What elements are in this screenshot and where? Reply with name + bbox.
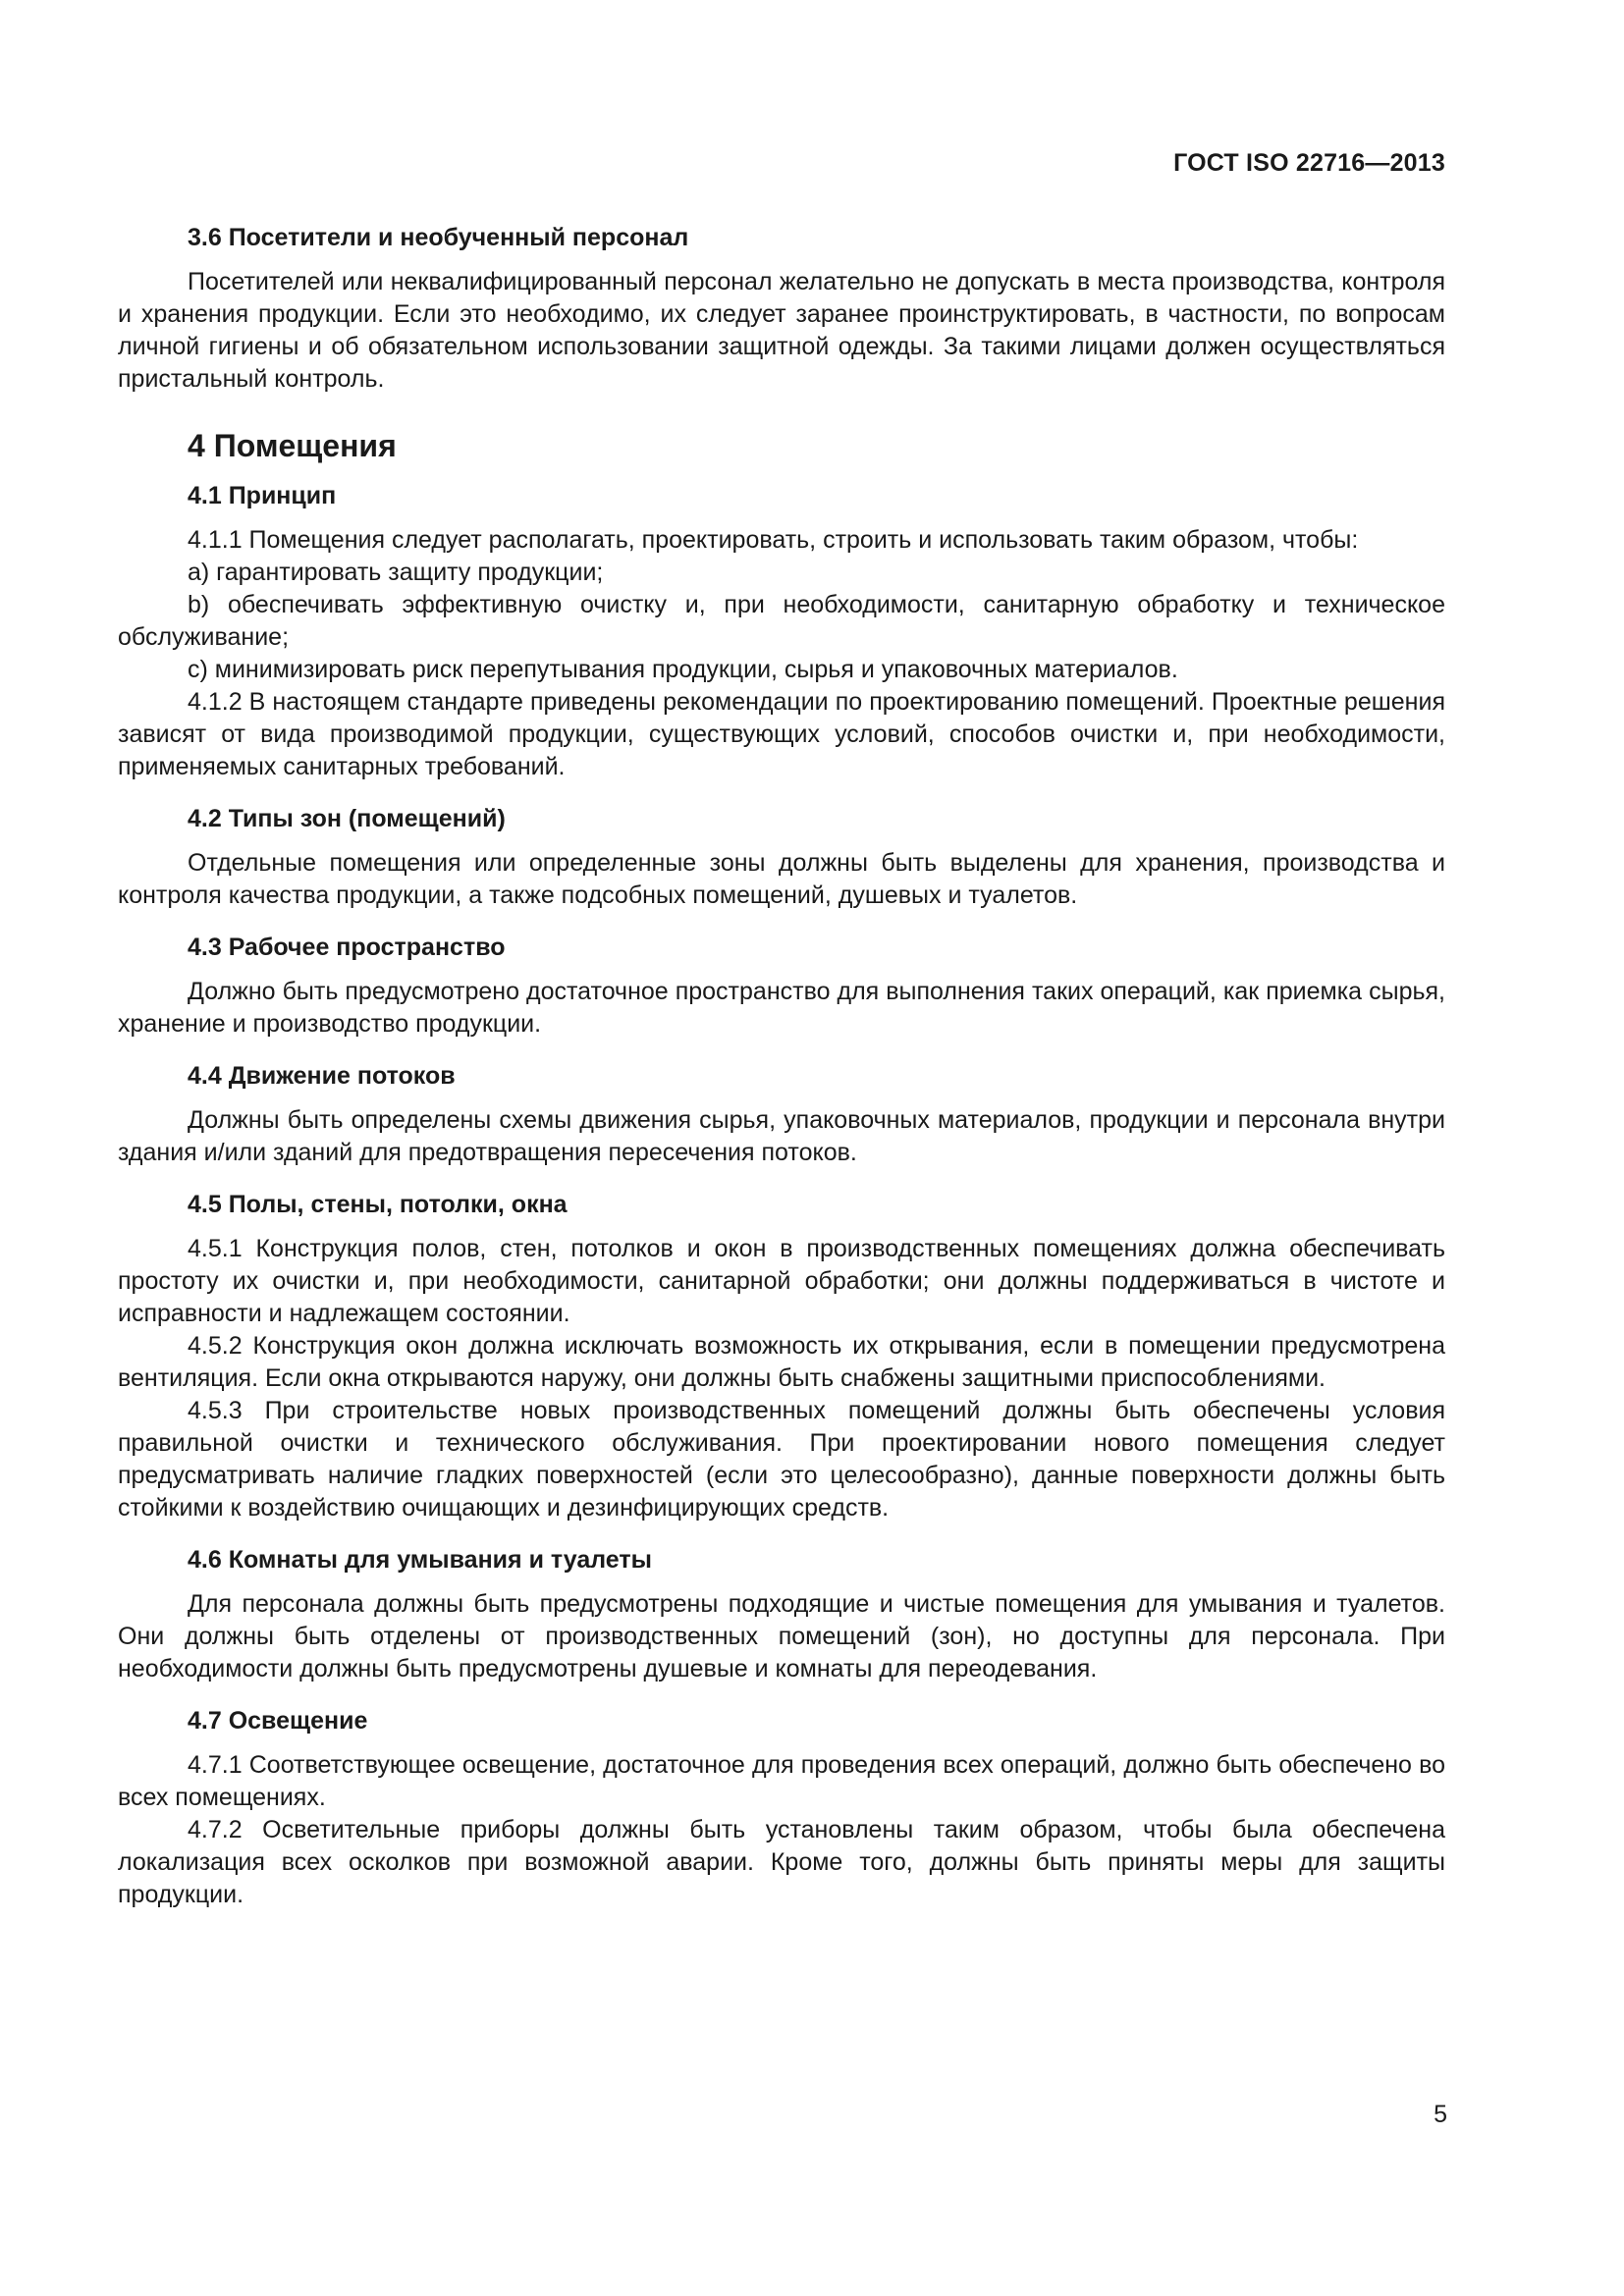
section-4-1-heading: 4.1 Принцип (188, 482, 337, 509)
section-4-7-heading: 4.7 Освещение (188, 1707, 368, 1735)
list-item-b: b) обеспечивать эффективную очистку и, при необходимости, санитарную обработку и техническое обслуживание; (118, 591, 1445, 651)
paragraph-4-5-3: 4.5.3 При строительстве новых производственных помещений должны быть обеспечены условия правильной очистки и технического обслуживания. При проектировании нового помещения следует предусматривать наличие гладких поверхностей (если это целесообразно), данные поверхности должны быть стойкими к воздействию очищающих и дезинфицирующих средств. (118, 1397, 1445, 1522)
paragraph-4-5-1: 4.5.1 Конструкция полов, стен, потолков и окон в производственных помещениях должна обеспечивать простоту их очистки и, при необходимости, санитарной обработки; они должны поддерживаться в чистоте и исправности и надлежащем состоянии. (118, 1235, 1445, 1327)
section-3-6-heading: 3.6 Посетители и необученный персонал (188, 224, 689, 251)
paragraph-4-1-2: 4.1.2 В настоящем стандарте приведены рекомендации по проектированию помещений. Проектные решения зависят от вида производимой продукции, существующих условий, способов очистки и, при необходимости, применяемых санитарных требований. (118, 688, 1445, 780)
paragraph: Должно быть предусмотрено достаточное пространство для выполнения таких операций, как приемка сырья, хранение и производство продукции. (118, 978, 1445, 1038)
section-4-5-heading: 4.5 Полы, стены, потолки, окна (188, 1191, 568, 1218)
document-body (118, 222, 1445, 1911)
list-item-a: a) гарантировать защиту продукции; (188, 559, 604, 586)
section-4-4-heading: 4.4 Движение потоков (188, 1062, 456, 1090)
paragraph-4-1-1: 4.1.1 Помещения следует располагать, проектировать, строить и использовать таким образом, чтобы: (188, 526, 1359, 554)
section-4-6-heading: 4.6 Комнаты для умывания и туалеты (188, 1546, 652, 1574)
page-number: 5 (1434, 2101, 1447, 2128)
paragraph-4-7-2: 4.7.2 Осветительные приборы должны быть установлены таким образом, чтобы была обеспечена локализация всех осколков при возможной аварии. Кроме того, должны быть приняты меры для защиты продукции. (118, 1816, 1445, 1908)
list-item-c: c) минимизировать риск перепутывания продукции, сырья и упаковочных материалов. (188, 656, 1178, 683)
paragraph: Посетителей или неквалифицированный персонал желательно не допускать в места производства, контроля и хранения продукции. Если это необходимо, их следует заранее проинструктировать, в частности, по вопросам личной гигиены и об обязательном использовании защитной одежды. За такими лицами должен осуществляться пристальный контроль. (118, 268, 1445, 393)
standard-designation: ГОСТ ISO 22716—2013 (1173, 149, 1445, 177)
paragraph-4-5-2: 4.5.2 Конструкция окон должна исключать возможность их открывания, если в помещении предусмотрена вентиляция. Если окна открываются наружу, они должны быть снабжены защитными приспособлениями. (118, 1332, 1445, 1392)
paragraph-4-7-1: 4.7.1 Соответствующее освещение, достаточное для проведения всех операций, должно быть обеспечено во всех помещениях. (118, 1751, 1445, 1811)
paragraph: Отдельные помещения или определенные зоны должны быть выделены для хранения, производства и контроля качества продукции, а также подсобных помещений, душевых и туалетов. (118, 849, 1445, 909)
section-4-heading: 4 Помещения (188, 428, 397, 463)
section-4-3-heading: 4.3 Рабочее пространство (188, 934, 506, 961)
section-4-2-heading: 4.2 Типы зон (помещений) (188, 805, 506, 832)
paragraph: Должны быть определены схемы движения сырья, упаковочных материалов, продукции и персонала внутри здания и/или зданий для предотвращения пересечения потоков. (118, 1106, 1445, 1166)
paragraph: Для персонала должны быть предусмотрены подходящие и чистые помещения для умывания и туалетов. Они должны быть отделены от производственных помещений (зон), но доступны для персонала. При необходимости должны быть предусмотрены душевые и комнаты для переодевания. (118, 1590, 1445, 1682)
